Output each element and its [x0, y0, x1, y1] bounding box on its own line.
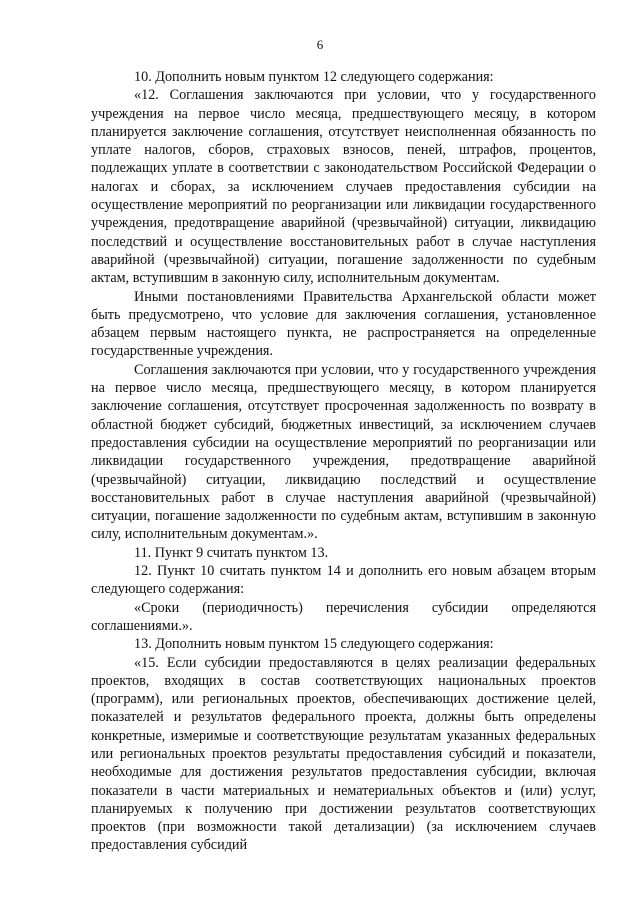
paragraph-new-point-12: «12. Соглашения заключаются при условии, что у государственного учреждения на первое число месяца, предшествующего месяцу, в котором планируется заключение соглашения, отсутствует неисполненная обязанность по уплате налогов, сборов, страховых взносов, пеней, штрафов, процентов, подлежащих уплате в соответствии с законодательством Российской Федерации о налогах и сборах, за исключением случаев предоставления субсидии на осуществление мероприятий по реорганизации или ликвидации государственного учреждения, предотвращение аварийной (чрезвычайной) ситуации, ликвидацию последствий и осуществление восстановительных работ в случае наступления аварийной (чрезвычайной) ситуации, погашение задолженности по судебным актам, вступившим в законную силу, исполнительным документам. [91, 87, 596, 287]
page-number: 6 [316, 37, 324, 52]
paragraph-agreements-condition: Соглашения заключаются при условии, что у государственного учреждения на первое число месяца, предшествующего месяцу, в котором планируется заключение соглашения, отсутствует просроченная задолженность по возврату в областной бюджет субсидий, бюджетных инвестиций, за исключением случаев предоставления субсидии на осуществление мероприятий по реорганизации или ликвидации государственного учреждения, предотвращение аварийной (чрезвычайной) ситуации, ликвидацию последствий и осуществление восстановительных работ в случае наступления аварийной (чрезвычайной) ситуации, погашение задолженности по судебным актам, вступившим в законную силу, исполнительным документам.». [91, 361, 596, 543]
document-body [91, 68, 596, 855]
paragraph-payment-terms: «Сроки (периодичность) перечисления субсидии определяются соглашениями.». [91, 599, 596, 634]
paragraph-item-13: 13. Дополнить новым пунктом 15 следующего содержания: [134, 636, 494, 653]
paragraph-item-10: 10. Дополнить новым пунктом 12 следующего содержания: [134, 69, 494, 85]
paragraph-item-11: 11. Пункт 9 считать пунктом 13. [134, 544, 329, 561]
paragraph-new-point-15: «15. Если субсидии предоставляются в целях реализации федеральных проектов, входящих в состав соответствующих национальных проектов (программ), или региональных проектов, обеспечивающих достижение целей, показателей и результатов федерального проекта, должны быть определены конкретные, измеримые и соответствующие результатам указанных федеральных или региональных проектов результаты предоставления субсидий и показатели, необходимые для достижения результатов предоставления субсидии, включая показатели в части материальных и нематериальных объектов и (или) услуг, планируемых к получению при достижении результатов соответствующих проектов (при возможности такой детализации) (за исключением случаев предоставления субсидий [91, 654, 596, 854]
paragraph-other-resolutions: Иными постановлениями Правительства Архангельской области может быть предусмотрено, что условие для заключения соглашения, установленное абзацем первым настоящего пункта, не распространяется на определенные государственные учреждения. [91, 288, 596, 360]
paragraph-item-12: 12. Пункт 10 считать пунктом 14 и дополнить его новым абзацем вторым следующего содержания: [91, 563, 596, 598]
